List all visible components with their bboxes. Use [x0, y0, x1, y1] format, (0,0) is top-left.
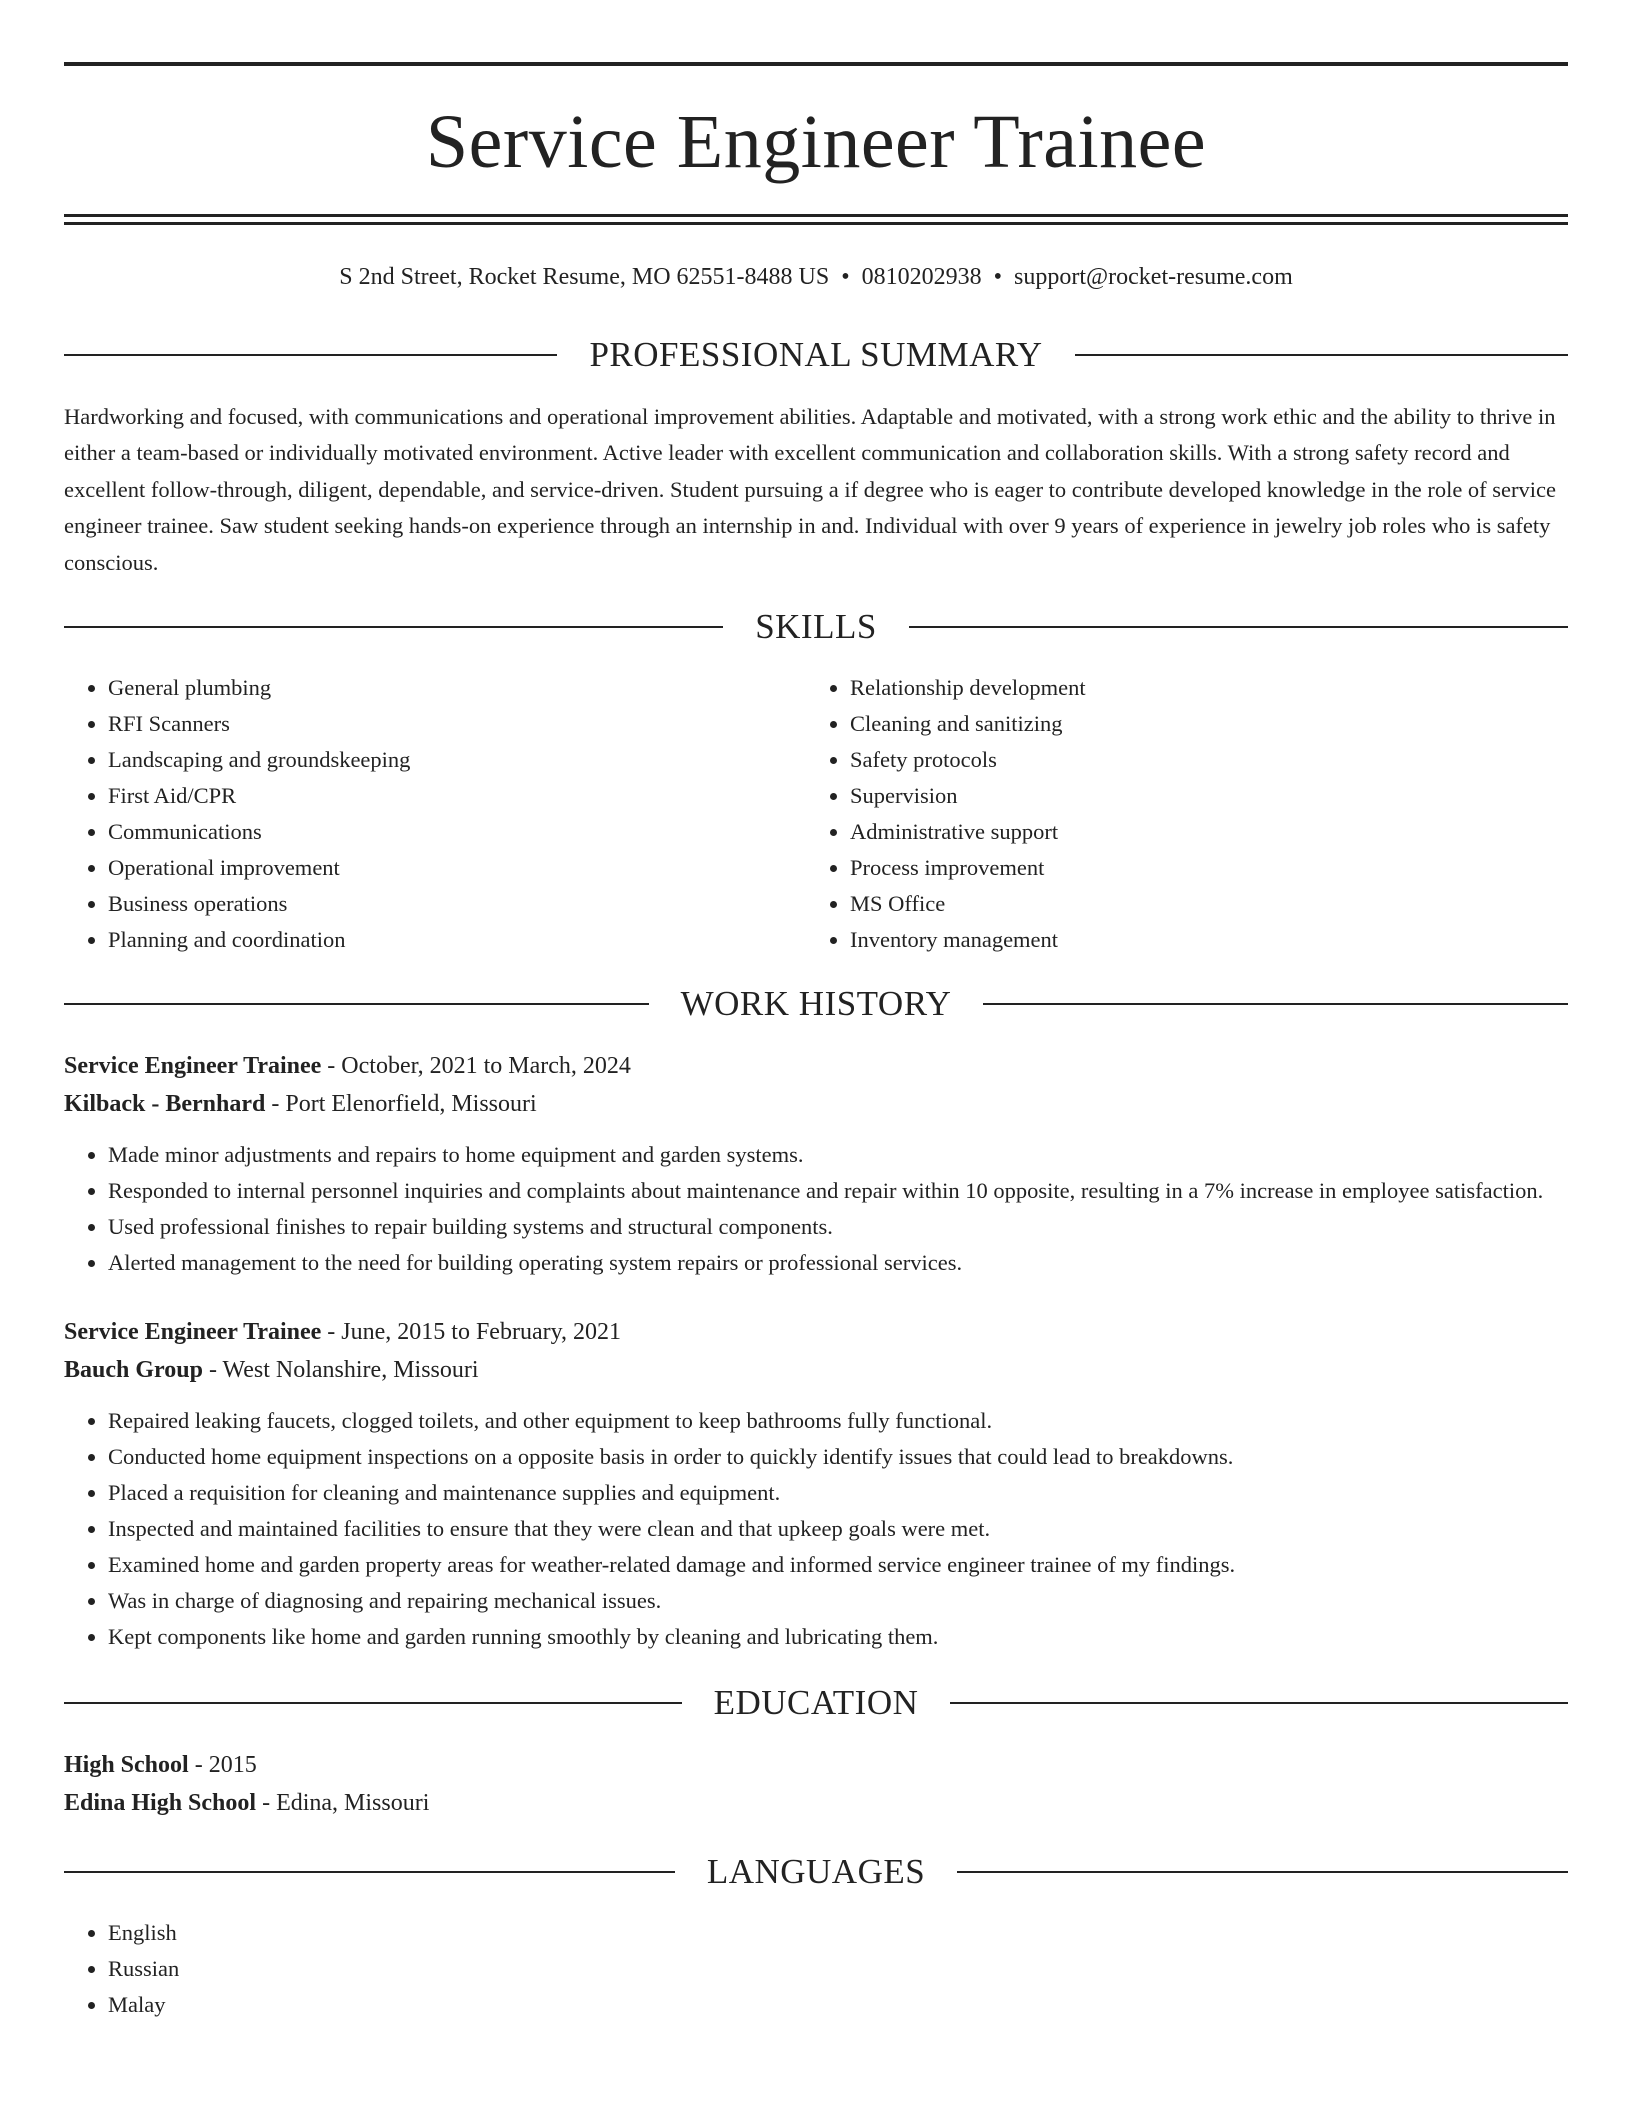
- heading-rule: [909, 626, 1568, 628]
- job-bullet: • Alerted management to the need for building operating system repairs or professional services.: [108, 1245, 1568, 1281]
- job-location: - Port Elenorfield, Missouri: [265, 1091, 537, 1118]
- languages-list: [64, 1915, 1568, 2023]
- education-degree: High School: [64, 1752, 189, 1779]
- heading-rule: [64, 1003, 649, 1005]
- education-school-line: [64, 1784, 1568, 1822]
- section-title: SKILLS: [755, 607, 877, 647]
- skill-item: • Supervision: [850, 778, 1548, 814]
- heading-rule: [950, 1702, 1568, 1704]
- section-heading-skills: [64, 607, 1568, 647]
- section-title: LANGUAGES: [706, 1852, 926, 1892]
- education-degree-line: [64, 1746, 1568, 1784]
- job-entry: [64, 1313, 1568, 1655]
- job-company-line: [64, 1351, 1568, 1389]
- job-bullet: • Inspected and maintained facilities to ensure that they were clean and that upkeep goals were met.: [108, 1511, 1568, 1547]
- skills-list: [64, 670, 1568, 958]
- skills-column-right: [806, 670, 1548, 958]
- contact-line: [64, 265, 1568, 289]
- job-company-line: [64, 1085, 1568, 1123]
- job-bullet: • Repaired leaking faucets, clogged toilets, and other equipment to keep bathrooms fully functional.: [108, 1403, 1568, 1439]
- job-bullet: • Used professional finishes to repair building systems and structural components.: [108, 1209, 1568, 1245]
- heading-rule: [983, 1003, 1568, 1005]
- skill-item: • Landscaping and groundskeeping: [108, 742, 806, 778]
- skill-item: • MS Office: [850, 886, 1548, 922]
- header-double-rule: [64, 214, 1568, 225]
- job-title: Service Engineer Trainee: [64, 1053, 322, 1080]
- contact-phone: 0810202938: [861, 264, 982, 290]
- contact-separator: •: [993, 264, 1003, 290]
- language-item: • Russian: [108, 1951, 1568, 1987]
- section-title: PROFESSIONAL SUMMARY: [589, 335, 1043, 374]
- section-heading-summary: [64, 337, 1568, 372]
- job-bullet: • Responded to internal personnel inquiries and complaints about maintenance and repair within 10 opposite, resulting in a 7% increase in employee satisfaction.: [108, 1173, 1568, 1209]
- contact-email: support@rocket-resume.com: [1014, 264, 1293, 290]
- job-title-line: [64, 1313, 1568, 1351]
- heading-rule: [64, 626, 723, 628]
- skill-item: • Cleaning and sanitizing: [850, 706, 1548, 742]
- job-company: Bauch Group: [64, 1357, 203, 1384]
- job-title: Service Engineer Trainee: [64, 1319, 322, 1346]
- heading-rule: [64, 1871, 675, 1873]
- job-entry: [64, 1047, 1568, 1281]
- section-heading-education: [64, 1683, 1568, 1723]
- job-bullet: • Examined home and garden property areas for weather-related damage and informed service engineer trainee of my findings.: [108, 1547, 1568, 1583]
- heading-rule: [64, 354, 557, 356]
- top-rule: [64, 62, 1568, 66]
- job-bullet: • Kept components like home and garden running smoothly by cleaning and lubricating them.: [108, 1619, 1568, 1655]
- job-dates: - June, 2015 to February, 2021: [321, 1319, 622, 1346]
- language-item: • English: [108, 1915, 1568, 1951]
- job-bullet: • Placed a requisition for cleaning and maintenance supplies and equipment.: [108, 1475, 1568, 1511]
- heading-rule: [957, 1871, 1568, 1873]
- education-year: - 2015: [188, 1752, 257, 1779]
- job-dates: - October, 2021 to March, 2024: [321, 1053, 631, 1080]
- language-item: • Malay: [108, 1987, 1568, 2023]
- skill-item: • First Aid/CPR: [108, 778, 806, 814]
- skill-item: • Administrative support: [850, 814, 1548, 850]
- job-bullet: • Conducted home equipment inspections on a opposite basis in order to quickly identify issues that could lead to breakdowns.: [108, 1439, 1568, 1475]
- skill-item: • Inventory management: [850, 922, 1548, 958]
- skill-item: • Planning and coordination: [108, 922, 806, 958]
- section-title: WORK HISTORY: [680, 984, 952, 1024]
- education-school: Edina High School: [64, 1790, 257, 1817]
- job-bullets: [64, 1403, 1568, 1655]
- education-location: - Edina, Missouri: [256, 1790, 430, 1817]
- job-bullet: • Made minor adjustments and repairs to home equipment and garden systems.: [108, 1137, 1568, 1173]
- skill-item: • RFI Scanners: [108, 706, 806, 742]
- skill-item: • Process improvement: [850, 850, 1548, 886]
- skills-column-left: [64, 670, 806, 958]
- section-heading-work: [64, 984, 1568, 1024]
- candidate-name: Service Engineer Trainee: [425, 100, 1207, 184]
- contact-address: S 2nd Street, Rocket Resume, MO 62551-8488 US: [339, 264, 830, 290]
- skill-item: • Relationship development: [850, 670, 1548, 706]
- skill-item: • General plumbing: [108, 670, 806, 706]
- job-company: Kilback - Bernhard: [64, 1091, 266, 1118]
- skill-item: • Communications: [108, 814, 806, 850]
- heading-rule: [1075, 354, 1568, 356]
- contact-separator: •: [841, 264, 850, 290]
- skill-item: • Safety protocols: [850, 742, 1548, 778]
- section-heading-languages: [64, 1852, 1568, 1892]
- section-title: EDUCATION: [713, 1683, 919, 1723]
- education-entry: [64, 1746, 1568, 1822]
- heading-rule: [64, 1702, 682, 1704]
- skill-item: • Business operations: [108, 886, 806, 922]
- job-bullets: [64, 1137, 1568, 1281]
- summary-text: Hardworking and focused, with communications and operational improvement abilities. Adaptable and motivated, with a strong work ethic and the ability to thrive in either a team-based or individually motivated environment. Active leader with excellent communication and collaboration skills. With a strong safety record and excellent follow-through, diligent, dependable, and service-driven. Student pursuing a if degree who is eager to contribute developed knowledge in the role of service engineer trainee. Saw student seeking hands-on experience through an internship in and. Individual with over 9 years of experience in jewelry job roles who is safety conscious.: [64, 404, 1557, 575]
- skill-item: • Operational improvement: [108, 850, 806, 886]
- job-bullet: • Was in charge of diagnosing and repairing mechanical issues.: [108, 1583, 1568, 1619]
- job-title-line: [64, 1047, 1568, 1085]
- job-location: - West Nolanshire, Missouri: [202, 1357, 479, 1384]
